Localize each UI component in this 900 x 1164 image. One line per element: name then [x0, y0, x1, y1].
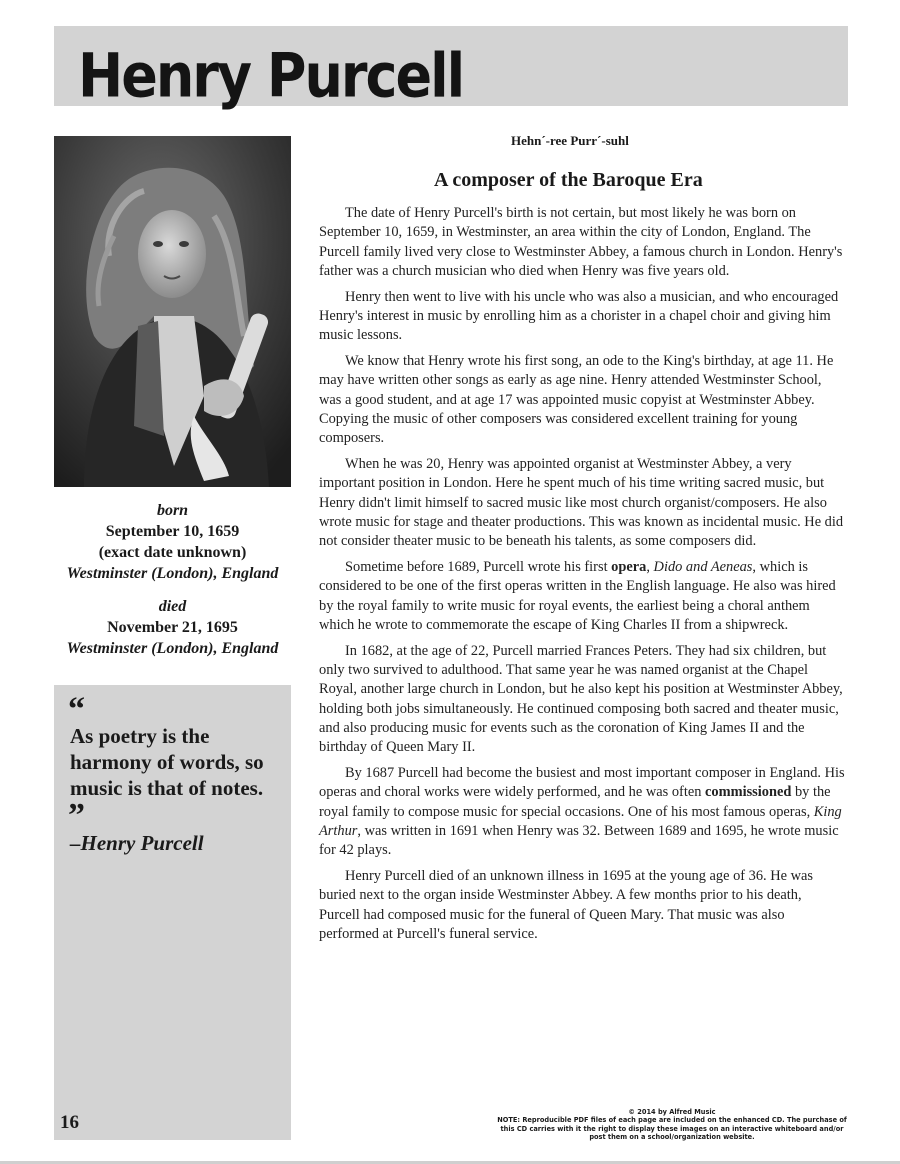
died-label: died: [158, 598, 187, 615]
footer-note: [492, 1108, 852, 1142]
quote-attribution: –Henry Purcell: [70, 831, 204, 855]
portrait-image: [54, 136, 291, 487]
quote-text: As poetry is the harmony of words, so music is that of notes.: [70, 724, 264, 800]
page-title: Henry Purcell: [78, 40, 464, 111]
born-label: born: [156, 502, 189, 519]
died-place: Westminster (London), England: [66, 640, 279, 657]
paragraph: Sometime before 1689, Purcell wrote his first opera, Dido and Aeneas, which is considered to be one of the first operas written in the English language. He also was hired by the royal family to write music for royal events, the earliest being a choral anthem which he wrote to commemorate the escape of King Charles II from a shipwreck.: [319, 559, 836, 633]
opera-title: King Arthur: [319, 803, 842, 839]
life-dates: [54, 500, 291, 659]
paragraph: Henry then went to live with his uncle who was also a musician, and who encouraged Henry's interest in music by enrolling him as a chorister in a chapel choir and giving him music lessons.: [319, 288, 839, 344]
paragraph: The date of Henry Purcell's birth is not certain, but most likely he was born on September 10, 1659, in Westminster, an area within the city of London, England. The Purcell family lived very close to Westminster Abbey, a famous church in London. Henry's father was a church musician who died when Henry was five years old.: [319, 205, 843, 279]
quote-box: [54, 685, 291, 1140]
paragraph: We know that Henry wrote his first song, an ode to the King's birthday, at age 11. He may have written other songs as early as age nine. Henry attended Westminster School, was a good student, and at age 17 was appointed music copyist at Westminster Abbey. Copying the music of other composers was considered excellent training for young composers.: [319, 353, 834, 447]
open-quote-mark: “: [68, 691, 85, 728]
born-note: (exact date unknown): [98, 544, 247, 561]
term-opera: opera: [611, 559, 647, 576]
composer-portrait-engraving: [54, 136, 291, 487]
page-number: 16: [60, 1112, 79, 1133]
term-commissioned: commissioned: [705, 784, 792, 801]
section-heading: A composer of the Baroque Era: [434, 169, 703, 191]
paragraph: In 1682, at the age of 22, Purcell married Frances Peters. They had six children, but only two survived to adulthood. That same year he was named organist at the Chapel Royal, another large church in London, but he also kept his position at Westminster Abbey, holding both jobs simultaneously. He continued composing both sacred and theater music, and also producing music for events such as the coronation of King James II and the birthday of Queen Mary II.: [319, 642, 843, 756]
paragraph: Henry Purcell died of an unknown illness in 1695 at the young age of 36. He was buried next to the organ inside Westminster Abbey. A few months prior to his death, Purcell had composed music for the funeral of Queen Mary. That music was also performed at Purcell's funeral service.: [319, 868, 813, 942]
opera-title: Dido and Aeneas: [653, 559, 753, 576]
article-body: [319, 204, 845, 951]
paragraph: When he was 20, Henry was appointed organist at Westminster Abbey, a very important position in London. Here he spent much of his time writing sacred music, but Henry didn't limit himself to sacred music like most church organist/composers. He also wrote music for stage and theater productions. This was known as incidental music. He did not consider theater music to be beneath his talents, as some composers did.: [319, 456, 844, 550]
born-date: September 10, 1659: [105, 523, 240, 540]
reproduction-note: NOTE: Reproducible PDF files of each page are included on the enhanced CD. The purchase of this CD carries with it the right to display these images on an interactive whiteboard and/or post them on a school/organization website.: [497, 1116, 847, 1142]
pronunciation: Hehn´-ree Purr´-suhl: [511, 133, 629, 148]
copyright: © 2014 by Alfred Music: [628, 1108, 716, 1116]
paragraph: By 1687 Purcell had become the busiest and most important composer in England. His operas and choral works were widely performed, and he was often commissioned by the royal family to compose music for special occasions. One of his most famous operas, King Arthur, was written in 1691 when Henry was 32. Between 1689 and 1695, he wrote music for 42 plays.: [319, 765, 845, 859]
died-date: November 21, 1695: [107, 619, 238, 636]
born-place: Westminster (London), England: [66, 565, 279, 582]
close-quote-mark: ”: [68, 797, 85, 834]
